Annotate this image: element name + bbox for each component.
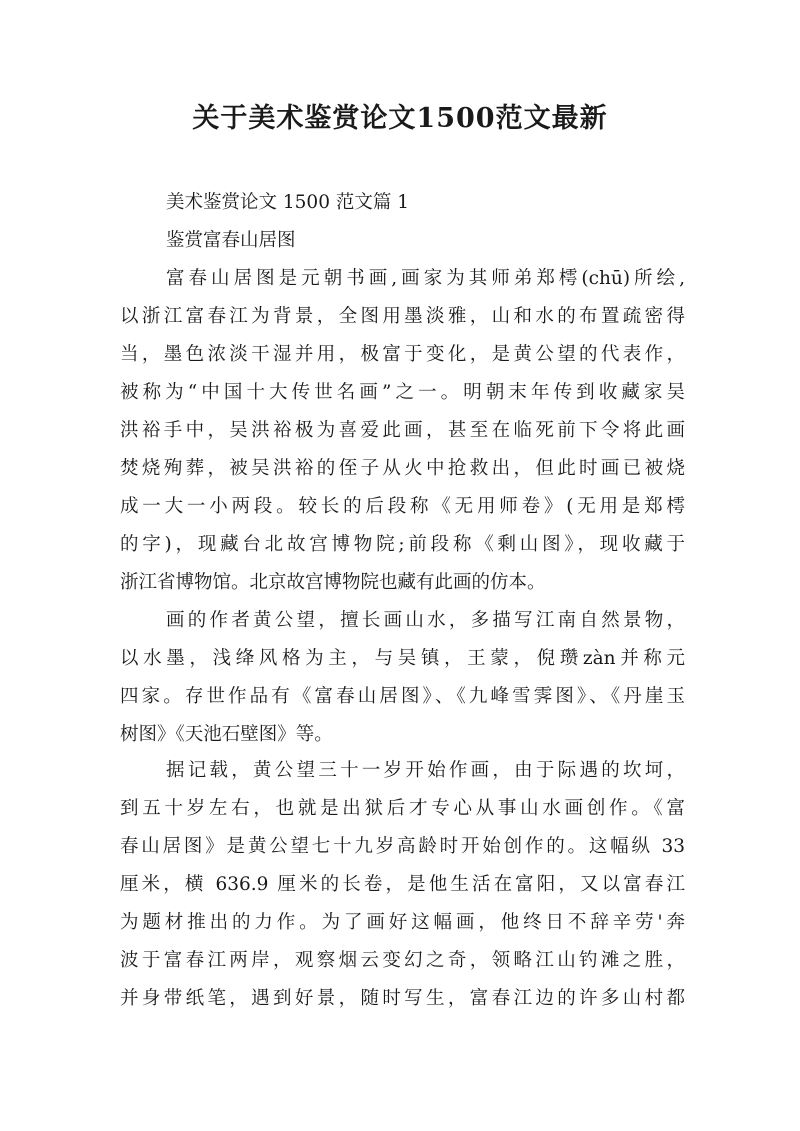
- paragraph-line: 成一大一小两段。较长的后段称《无用师卷》(无用是郑樗: [120, 496, 685, 517]
- paragraph-line: 波于富春江两岸，观察烟云变幻之奇，领略江山钓滩之胜，: [120, 950, 685, 971]
- paragraph-line: 富春山居图是元朝书画,画家为其师弟郑樗(chū)所绘,: [166, 268, 685, 289]
- paragraph-line: 树图》《天池石壁图》等。: [120, 724, 333, 745]
- paragraph-line: 的字)，现藏台北故宫博物院;前段称《剩山图》，现收藏于: [120, 534, 685, 555]
- paragraph-3: [120, 752, 685, 1018]
- paragraph-line: 被称为“中国十大传世名画”之一。明朝末年传到收藏家吴: [120, 382, 685, 403]
- paragraph-line: 为题材推出的力作。为了画好这幅画，他终日不辞辛劳'奔: [120, 912, 685, 933]
- section-heading-block: [120, 184, 685, 260]
- paragraph-line: 洪裕手中，吴洪裕极为喜爱此画，甚至在临死前下令将此画: [120, 420, 685, 441]
- paragraph-line: 厘米，横 636.9 厘米的长卷，是他生活在富阳，又以富春江: [120, 874, 685, 895]
- paragraph-line: 浙江省博物馆。北京故宫博物院也藏有此画的仿本。: [120, 572, 546, 593]
- paragraph-line: 焚烧殉葬，被吴洪裕的侄子从火中抢救出，但此时画已被烧: [120, 458, 685, 479]
- paragraph-line: 春山居图》是黄公望七十九岁高龄时开始创作的。这幅纵 33: [120, 836, 685, 857]
- paragraph-2: [120, 602, 685, 754]
- article-subtitle: 鉴赏富春山居图: [166, 230, 296, 251]
- paragraph-1: [120, 260, 685, 602]
- paragraph-line: 以水墨，浅绛风格为主，与吴镇，王蒙，倪瓒zàn并称元: [120, 648, 685, 669]
- paragraph-line: 并身带纸笔，遇到好景，随时写生，富春江边的许多山村都: [120, 988, 685, 1009]
- paragraph-line: 四家。存世作品有《富春山居图》、《九峰雪霁图》、《丹崖玉: [120, 686, 685, 707]
- page-title: 关于美术鉴赏论文1500范文最新: [192, 103, 608, 134]
- paragraph-line: 据记载，黄公望三十一岁开始作画，由于际遇的坎坷，: [166, 760, 685, 781]
- paragraph-line: 当，墨色浓淡干湿并用，极富于变化，是黄公望的代表作，: [120, 344, 685, 365]
- section-heading: 美术鉴赏论文 1500 范文篇 1: [166, 192, 409, 213]
- paragraph-line: 画的作者黄公望，擅长画山水，多描写江南自然景物，: [166, 610, 685, 631]
- paragraph-line: 到五十岁左右，也就是出狱后才专心从事山水画创作。《富: [120, 798, 685, 819]
- paragraph-line: 以浙江富春江为背景，全图用墨淡雅，山和水的布置疏密得: [120, 306, 685, 327]
